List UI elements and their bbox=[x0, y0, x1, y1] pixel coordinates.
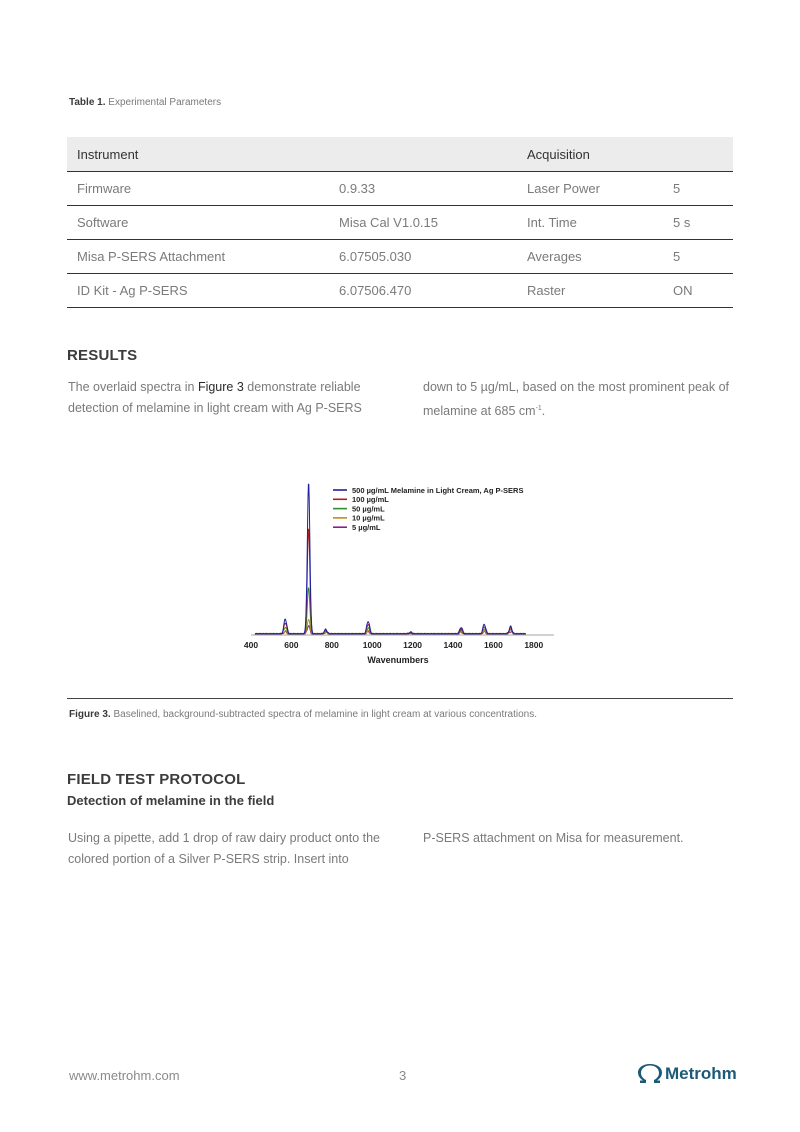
table-row bbox=[67, 206, 733, 240]
table-row bbox=[67, 172, 733, 206]
spectra-chart bbox=[240, 475, 570, 670]
series-line bbox=[255, 529, 526, 634]
legend-label: 10 µg/mL bbox=[352, 513, 385, 523]
table-cell: ID Kit - Ag P-SERS bbox=[67, 274, 329, 308]
table-header-cell: Acquisition bbox=[517, 137, 663, 172]
x-tick-label: 800 bbox=[324, 640, 339, 650]
legend-label: 500 µg/mL Melamine in Light Cream, Ag P-SERS bbox=[352, 485, 524, 495]
table-cell: 6.07506.470 bbox=[329, 274, 517, 308]
table-header-cell bbox=[329, 137, 517, 172]
x-tick-label: 600 bbox=[284, 640, 299, 650]
metrohm-logo bbox=[638, 1064, 737, 1084]
legend-label: 50 µg/mL bbox=[352, 504, 385, 514]
table-caption-label: Table 1. bbox=[69, 97, 106, 108]
figure-3-link[interactable]: Figure 3 bbox=[197, 380, 244, 394]
results-heading: RESULTS bbox=[67, 347, 138, 364]
parameters-table bbox=[67, 137, 733, 308]
table-cell: 5 s bbox=[663, 206, 733, 240]
table-header-row bbox=[67, 137, 733, 172]
table-cell: Misa Cal V1.0.15 bbox=[329, 206, 517, 240]
figure-caption bbox=[69, 709, 537, 720]
results-text: The overlaid spectra in bbox=[68, 380, 198, 394]
table-caption bbox=[69, 97, 221, 108]
table-cell: 5 bbox=[663, 240, 733, 274]
table-cell: 6.07505.030 bbox=[329, 240, 517, 274]
footer-url[interactable]: www.metrohm.com bbox=[69, 1068, 180, 1083]
table-cell: ON bbox=[663, 274, 733, 308]
figure-divider bbox=[67, 698, 733, 699]
results-text-col2 bbox=[423, 377, 735, 422]
table-cell: 0.9.33 bbox=[329, 172, 517, 206]
table-header-cell: Instrument bbox=[67, 137, 329, 172]
series-line bbox=[255, 484, 526, 634]
protocol-text-col1: Using a pipette, add 1 drop of raw dairy product onto the colored portion of a Silver P-SERS strip. Insert into bbox=[68, 831, 380, 866]
table-cell: Software bbox=[67, 206, 329, 240]
omega-logo-icon bbox=[638, 1064, 662, 1084]
table-cell: Averages bbox=[517, 240, 663, 274]
results-text: . bbox=[541, 404, 546, 419]
table-caption-text: Experimental Parameters bbox=[108, 97, 222, 108]
table-cell: Int. Time bbox=[517, 206, 663, 240]
x-tick-label: 400 bbox=[243, 640, 259, 650]
x-tick-label: 1600 bbox=[483, 640, 503, 650]
figure-caption-label: Figure 3. bbox=[69, 709, 111, 720]
protocol-subheading: Detection of melamine in the field bbox=[67, 793, 275, 808]
table-row bbox=[67, 274, 733, 308]
figure-caption-text: Baselined, background-subtracted spectra of melamine in light cream at various concentrations. bbox=[113, 709, 538, 720]
table-cell: Firmware bbox=[67, 172, 329, 206]
table-cell: 5 bbox=[663, 172, 733, 206]
protocol-heading: FIELD TEST PROTOCOL bbox=[67, 771, 246, 788]
table-row bbox=[67, 240, 733, 274]
legend-label: 5 µg/mL bbox=[352, 523, 381, 532]
table-cell: Laser Power bbox=[517, 172, 663, 206]
x-tick-label: 1000 bbox=[362, 640, 382, 650]
results-text-col1 bbox=[68, 377, 386, 419]
results-text: demonstrate reliable detection of melamine in light cream with Ag P-SERS bbox=[68, 380, 362, 415]
superscript: -1 bbox=[535, 405, 542, 412]
page-number: 3 bbox=[399, 1068, 407, 1083]
table-cell: Raster bbox=[517, 274, 663, 308]
protocol-text-col2: P-SERS attachment on Misa for measurement. bbox=[423, 831, 684, 845]
results-text: down to 5 µg/mL, based on the most prominent peak of melamine at 685 cm bbox=[423, 380, 729, 419]
x-tick-label: 1800 bbox=[524, 640, 544, 650]
brand-name: Metrohm bbox=[665, 1064, 737, 1083]
x-tick-label: 1400 bbox=[443, 640, 463, 650]
x-axis-label: Wavenumbers bbox=[367, 655, 429, 665]
legend-label: 100 µg/mL bbox=[352, 495, 389, 505]
table-cell: Misa P-SERS Attachment bbox=[67, 240, 329, 274]
x-tick-label: 1200 bbox=[403, 640, 423, 650]
table-header-cell bbox=[663, 137, 733, 172]
